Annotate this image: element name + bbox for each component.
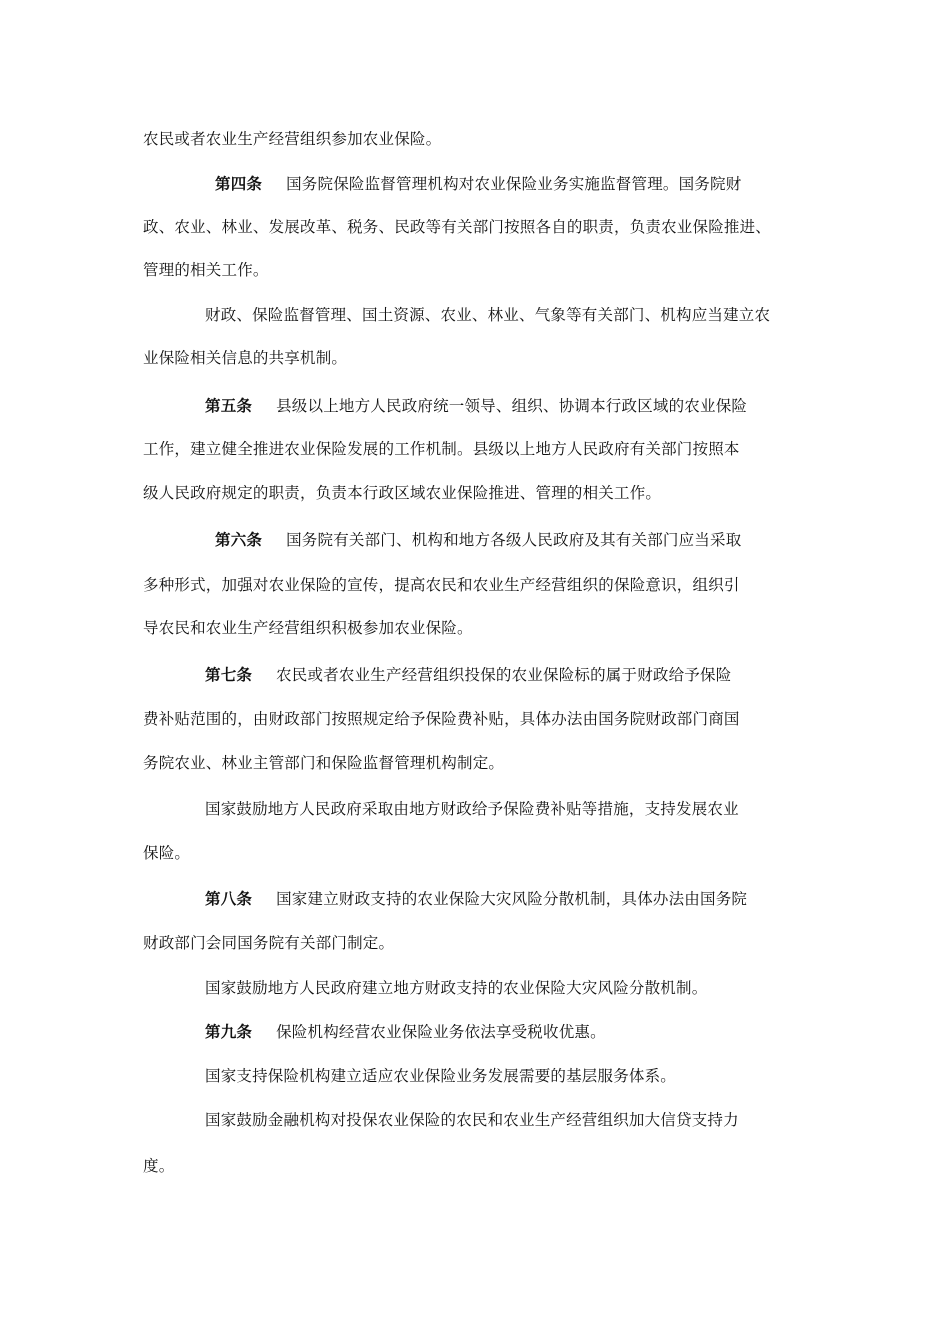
paragraph-line: 级人民政府规定的职责，负责本行政区域农业保险推进、管理的相关工作。 — [143, 484, 662, 502]
article-first-line — [205, 664, 885, 686]
paragraph-line: 费补贴范围的，由财政部门按照规定给予保险费补贴，具体办法由国务院财政部门商国 — [143, 710, 740, 728]
article-heading: 第七条 — [205, 665, 253, 684]
article-heading: 第四条 — [215, 174, 263, 193]
article-text: 国务院有关部门、机构和地方各级人民政府及其有关部门应当采取 — [286, 531, 742, 549]
paragraph-line: 国家支持保险机构建立适应农业保险业务发展需要的基层服务体系。 — [205, 1067, 677, 1085]
paragraph-line: 度。 — [143, 1157, 175, 1175]
paragraph-line: 业保险相关信息的共享机制。 — [143, 349, 348, 367]
paragraph-line: 国家鼓励地方人民政府建立地方财政支持的农业保险大灾风险分散机制。 — [205, 979, 708, 997]
paragraph-line: 务院农业、林业主管部门和保险监督管理机构制定。 — [143, 754, 505, 772]
article-heading: 第六条 — [215, 530, 263, 549]
paragraph-line: 政、农业、林业、发展改革、税务、民政等有关部门按照各自的职责，负责农业保险推进、 — [143, 218, 772, 236]
article-text: 保险机构经营农业保险业务依法享受税收优惠。 — [276, 1023, 606, 1041]
paragraph-line: 保险。 — [143, 844, 191, 862]
article-first-line — [205, 888, 885, 910]
article-first-line — [215, 173, 895, 195]
paragraph-line: 农民或者农业生产经营组织参加农业保险。 — [143, 130, 442, 148]
article-text: 县级以上地方人民政府统一领导、组织、协调本行政区域的农业保险 — [276, 397, 748, 415]
paragraph-line: 国家鼓励金融机构对投保农业保险的农民和农业生产经营组织加大信贷支持力 — [205, 1111, 739, 1129]
paragraph-line: 导农民和农业生产经营组织积极参加农业保险。 — [143, 619, 473, 637]
article-heading: 第九条 — [205, 1022, 253, 1041]
article-text: 国务院保险监督管理机构对农业保险业务实施监督管理。国务院财 — [286, 175, 742, 193]
paragraph-line: 管理的相关工作。 — [143, 261, 269, 279]
article-heading: 第八条 — [205, 889, 253, 908]
paragraph-line: 多种形式，加强对农业保险的宣传，提高农民和农业生产经营组织的保险意识，组织引 — [143, 576, 740, 594]
article-heading: 第五条 — [205, 396, 253, 415]
article-text: 农民或者农业生产经营组织投保的农业保险标的属于财政给予保险 — [276, 666, 732, 684]
article-text: 国家建立财政支持的农业保险大灾风险分散机制，具体办法由国务院 — [276, 890, 748, 908]
paragraph-line: 财政、保险监督管理、国土资源、农业、林业、气象等有关部门、机构应当建立农 — [205, 306, 771, 324]
paragraph-line: 财政部门会同国务院有关部门制定。 — [143, 934, 395, 952]
article-first-line — [205, 1021, 885, 1043]
paragraph-line: 工作，建立健全推进农业保险发展的工作机制。县级以上地方人民政府有关部门按照本 — [143, 440, 740, 458]
article-first-line — [205, 395, 885, 417]
article-first-line — [215, 529, 895, 551]
paragraph-line: 国家鼓励地方人民政府采取由地方财政给予保险费补贴等措施，支持发展农业 — [205, 800, 739, 818]
